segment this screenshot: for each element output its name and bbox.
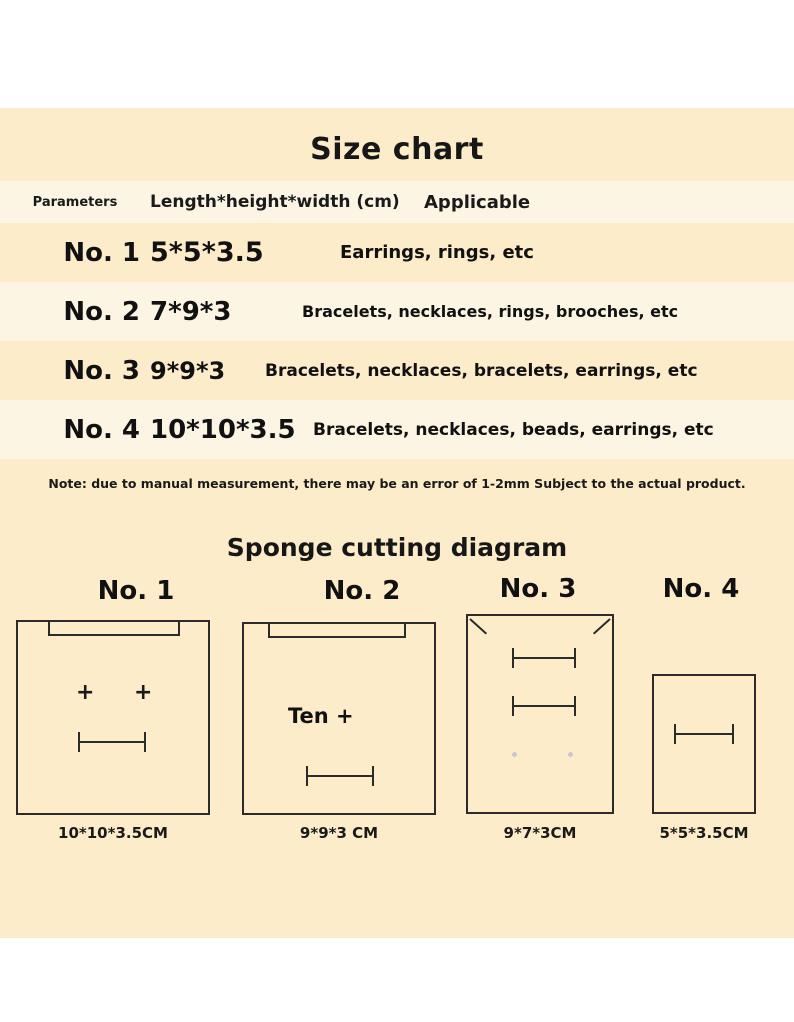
header-applicable: Applicable — [424, 191, 531, 213]
slot-mark — [512, 648, 576, 668]
row-size: 7*9*3 — [150, 296, 232, 327]
header-dimensions: Length*height*width (cm) — [150, 192, 400, 212]
row-number: No. 4 — [63, 414, 140, 445]
table-row — [0, 400, 794, 459]
slot-mark — [306, 766, 374, 786]
diagram-label-3: No. 3 — [499, 574, 577, 604]
row-number: No. 3 — [63, 355, 140, 386]
diagram-caption-2: 9*9*3 CM — [299, 824, 379, 842]
corner-cut — [593, 618, 611, 634]
diagram-box-2 — [242, 622, 436, 815]
size-chart-table — [0, 181, 794, 507]
diagram-label-2: No. 2 — [323, 576, 401, 606]
header-parameters: Parameters — [32, 194, 118, 210]
size-chart-title: Size chart — [310, 132, 484, 167]
hole-mark — [568, 752, 573, 757]
row-use: Bracelets, necklaces, rings, brooches, etc — [302, 302, 679, 321]
diagram-label-1: No. 1 — [97, 576, 175, 606]
table-header-row — [0, 181, 794, 223]
slot-mark — [512, 696, 576, 716]
hole-mark — [512, 752, 517, 757]
measurement-note: Note: due to manual measurement, there may be an error of 1-2mm Subject to the actual product. — [0, 459, 794, 507]
table-row — [0, 341, 794, 400]
slot-mark — [674, 724, 734, 744]
diagram-caption-1: 10*10*3.5CM — [58, 824, 168, 842]
inner-text-2: Ten + — [288, 704, 354, 728]
diagram-caption-4: 5*5*3.5CM — [659, 824, 749, 842]
row-number: No. 2 — [63, 296, 140, 327]
table-row — [0, 282, 794, 341]
content-panel — [0, 108, 794, 938]
cut-line — [48, 634, 180, 636]
cut-line — [268, 636, 406, 638]
row-size: 5*5*3.5 — [150, 237, 264, 268]
table-row — [0, 223, 794, 282]
row-use: Bracelets, necklaces, beads, earrings, etc — [313, 419, 714, 440]
row-number: No. 1 — [63, 237, 140, 268]
corner-cut — [469, 618, 487, 634]
plus-mark: + — [134, 680, 153, 705]
row-size: 9*9*3 — [150, 356, 226, 385]
sponge-diagram — [0, 576, 794, 866]
row-use: Earrings, rings, etc — [340, 242, 534, 263]
row-size: 10*10*3.5 — [150, 414, 296, 445]
diagram-box-4 — [652, 674, 756, 814]
diagram-box-3 — [466, 614, 614, 814]
slot-mark — [78, 732, 146, 752]
diagram-box-1 — [16, 620, 210, 815]
diagram-label-4: No. 4 — [662, 574, 740, 604]
plus-mark: + — [76, 680, 95, 705]
diagram-caption-3: 9*7*3CM — [503, 824, 577, 842]
row-use: Bracelets, necklaces, bracelets, earrings, etc — [265, 360, 698, 381]
diagram-title: Sponge cutting diagram — [226, 533, 568, 562]
